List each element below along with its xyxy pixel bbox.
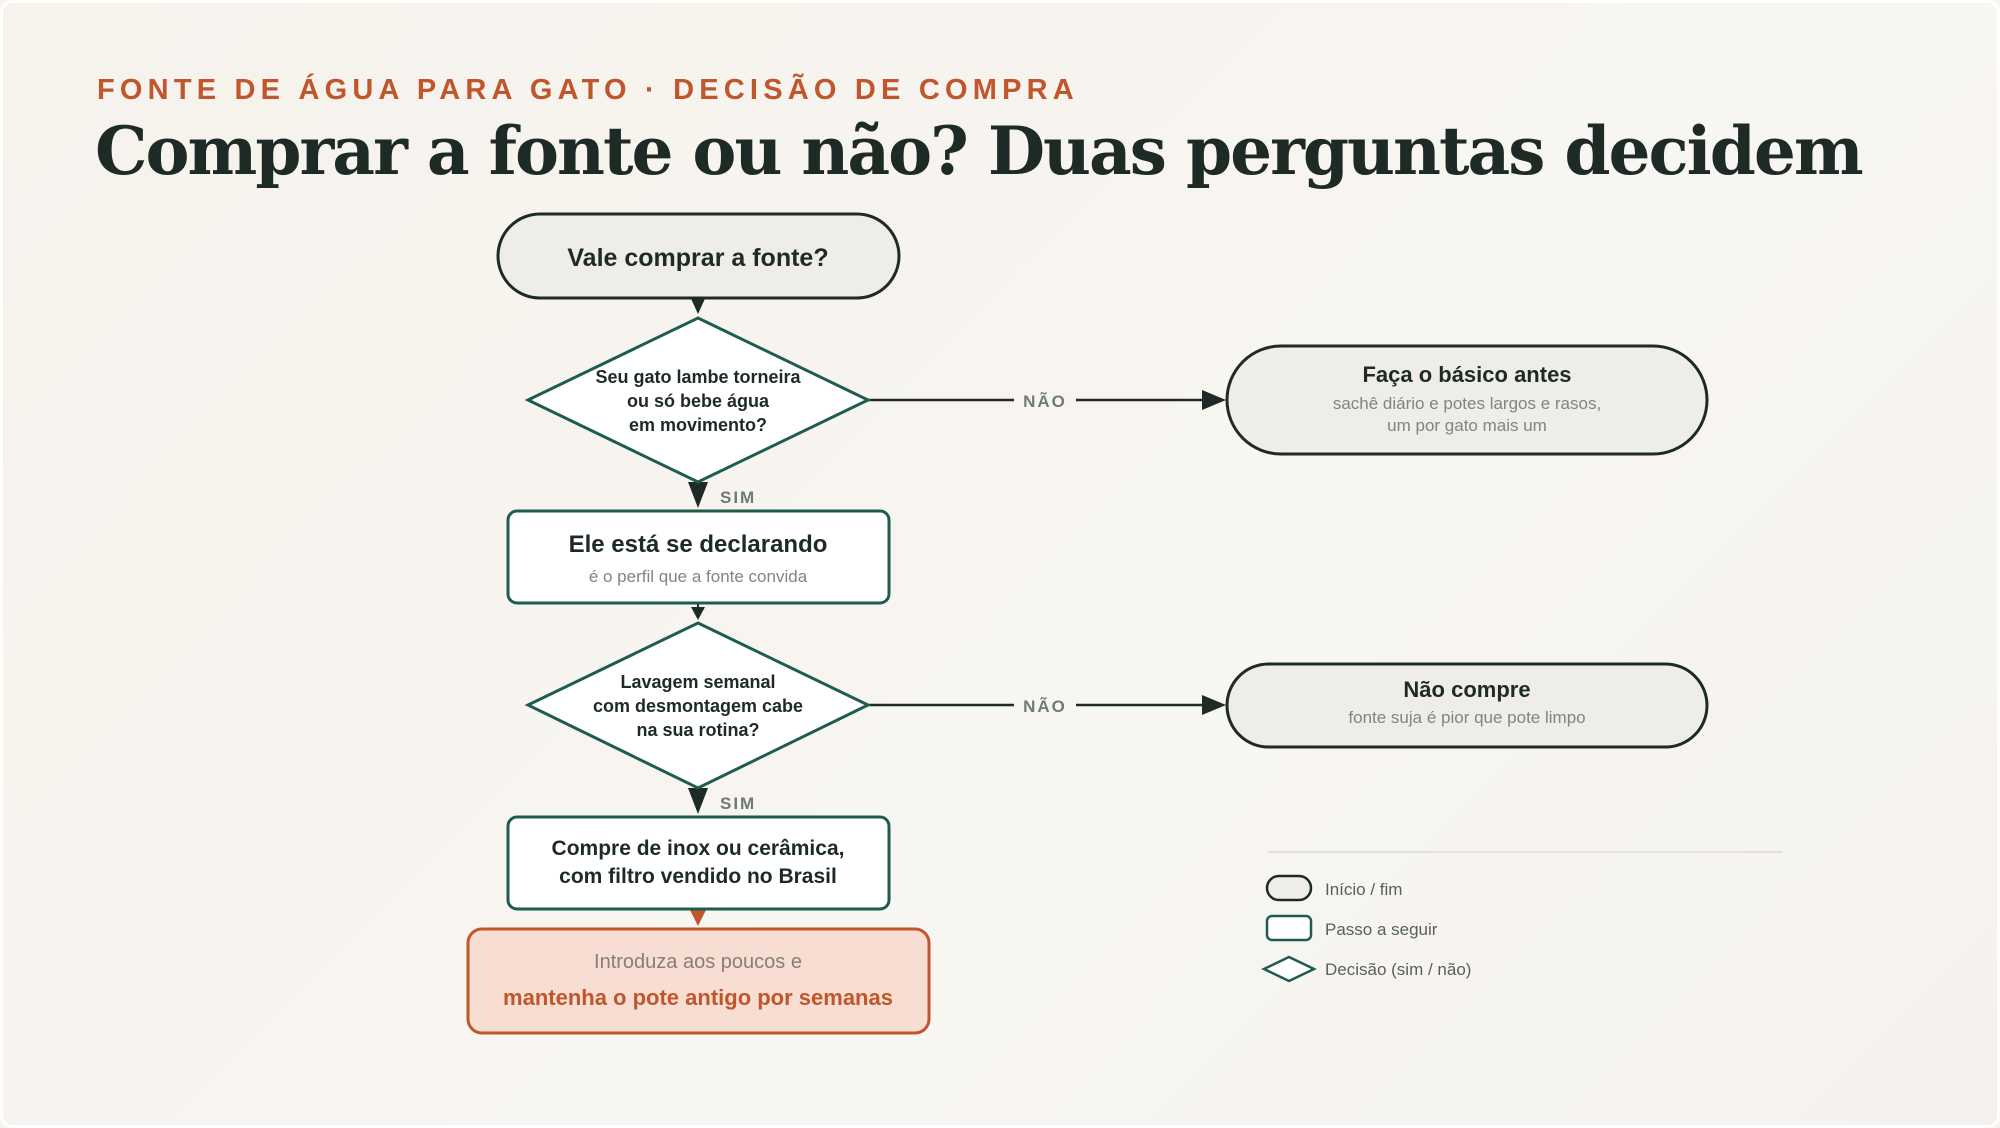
decision-2-line-1: Lavagem semanal	[620, 672, 776, 692]
edge-label-yes-1: SIM	[720, 488, 757, 507]
decision-node-1	[528, 318, 868, 482]
step-1-sub: é o perfil que a fonte convida	[588, 567, 808, 586]
start-node	[498, 214, 899, 298]
connector-step2-to-final	[690, 910, 706, 926]
edge-label-no-2: NÃO	[1023, 697, 1067, 716]
step-2-line-2: com filtro vendido no Brasil	[559, 865, 837, 888]
end-node-no	[1227, 664, 1707, 747]
decision-shape-icon	[1264, 957, 1314, 981]
step-1-title: Ele está se declarando	[568, 531, 828, 558]
final-line-1: Introduza aos poucos e	[594, 951, 802, 973]
connector-decision2-yes	[688, 788, 708, 814]
step-node-1	[508, 511, 889, 603]
legend-item-terminal: Início / fim	[1325, 880, 1403, 899]
connector-step1-to-decision2	[691, 603, 705, 620]
step-shape-icon	[1267, 916, 1311, 940]
decision-2-line-2: com desmontagem cabe	[592, 696, 804, 716]
end-no-title: Não compre	[1403, 677, 1531, 702]
decision-1-line-2: ou só bebe água	[626, 391, 770, 411]
legend-item-step: Passo a seguir	[1325, 920, 1438, 939]
final-line-2: mantenha o pote antigo por semanas	[503, 985, 893, 1010]
end-basic-title: Faça o básico antes	[1362, 362, 1572, 387]
legend-item-decision: Decisão (sim / não)	[1325, 960, 1472, 979]
eyebrow-label: FONTE DE ÁGUA PARA GATO · DECISÃO DE COMPRA	[97, 74, 1079, 106]
page-title: Comprar a fonte ou não? Duas perguntas decidem	[95, 112, 1862, 190]
end-node-basic	[1227, 346, 1707, 454]
decision-1-line-1: Seu gato lambe torneira	[595, 367, 801, 387]
decision-node-2	[528, 623, 868, 788]
legend	[1264, 852, 1783, 981]
end-no-sub: fonte suja é pior que pote limpo	[1348, 708, 1586, 727]
edge-label-yes-2: SIM	[720, 794, 757, 813]
end-basic-sub-line-2: um por gato mais um	[1387, 416, 1547, 435]
step-2-line-1: Compre de inox ou cerâmica,	[551, 837, 845, 860]
edge-label-no-1: NÃO	[1023, 392, 1067, 411]
terminal-shape-icon	[1267, 876, 1311, 900]
step-node-2	[508, 817, 889, 909]
decision-1-line-3: em movimento?	[628, 415, 768, 435]
end-basic-sub-line-1: sachê diário e potes largos e rasos,	[1332, 394, 1602, 413]
decision-2-line-3: na sua rotina?	[636, 720, 760, 740]
connector-decision1-yes	[688, 482, 708, 508]
start-node-label: Vale comprar a fonte?	[567, 244, 829, 272]
final-node	[468, 929, 929, 1033]
